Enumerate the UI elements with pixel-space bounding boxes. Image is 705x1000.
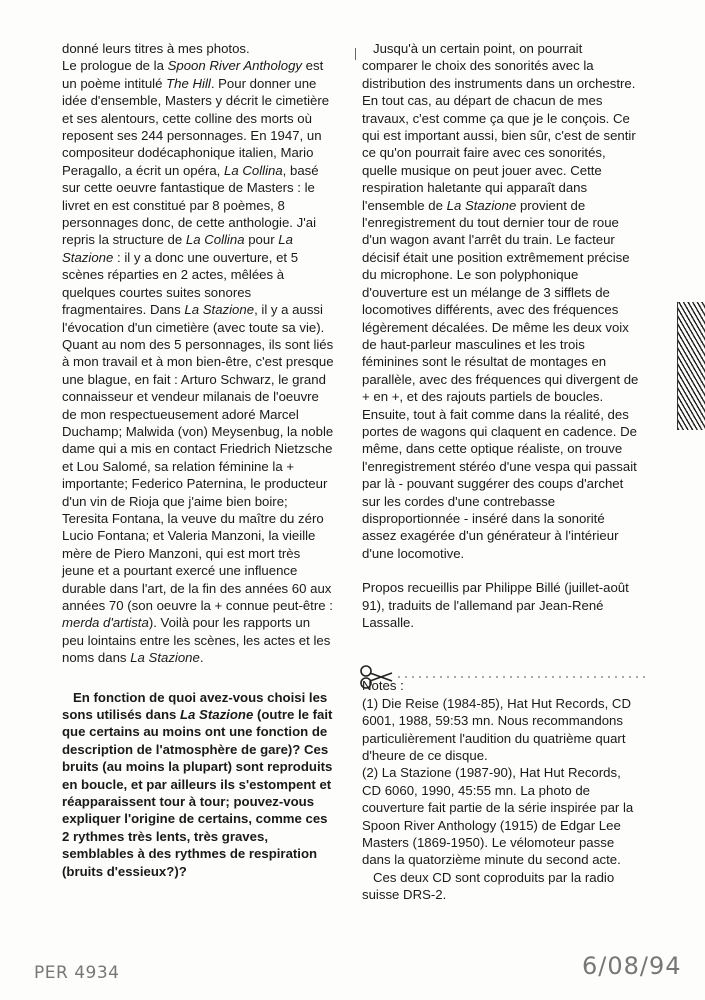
left-paragraph-3: Quant au nom des 5 personnages, ils sont liés à mon travail et à mon bien-être, c'est presque une blague, en fait : Arturo Schwarz, le grand connaisseur et vendeur milanais de l'oeuvre de mon respectueusement adoré Marcel Duchamp; Malwida (von) Meysenbug, la noble dame qui a mis en contact Friedrich Nietzsche et Lou Salomé, sa relation féminine la + importante; Federico Paternina, le producteur d'un vin de Rioja que j'aime bien boire; Teresita Fontana, la veuve du maître du zéro Lucio Fontana; et Valeria Manzoni, la vieille mère de Piero Manzoni, qui est mort très jeune et a pourtant exercé une influence durable dans l'art, de la fin des années 60 aux années 70 (son oeuvre la + connue peut-être : merda d'artista). Voilà pour les rapports un peu lointains entre les scènes, les actes et les noms dans La Stazione. xyxy=(62,336,334,666)
notes-title: Notes : xyxy=(362,678,404,694)
note-1: (1) Die Reise (1984-85), Hat Hut Records, CD 6001, 1988, 59:53 mn. Nous recommandons particulièrement l'audition du quatrième quart d'heure de ce disque. xyxy=(362,695,631,764)
left-column xyxy=(62,40,334,880)
note-3: Ces deux CD sont coproduits par la radio suisse DRS-2. xyxy=(362,869,615,903)
note-2: (2) La Stazione (1987-90), Hat Hut Records, CD 6060, 1990, 45:55 mn. La photo de couverture fait partie de la série inspirée par la Spoon River Anthology (1915) de Edgar Lee Masters (1869-1950). Le vélomoteur passe dans la quatorzième minute du second acte. xyxy=(362,765,634,868)
answer-paragraph: Jusqu'à un certain point, on pourrait comparer le choix des sonorités avec la distribution des instruments dans un orchestre. En tout cas, au départ de chacun de mes travaux, c'est comme ça que je le conçois. Ce qui est important aussi, bien sûr, c'est de sentir ce qu'on pourrait faire avec ces sonorités, quelle musique on peut jouer avec. Cette respiration haletante qui apparaît dans l'ensemble de La Stazione provient de l'enregistrement du tout dernier tour de roue d'un wagon avant l'arrêt du train. Le facteur décisif était une position extrêmement précise du microphone. Le son polyphonique d'ouverture est un mélange de 3 sifflets de locomotives différents, avec des fréquences légèrement décalées. De même les deux voix de haut-parleur masculines et les trois féminines sont le résultat de montages en parallèle, avec des fréquences qui divergent de + en +, et des rajouts partiels de boucles. Ensuite, tout à fait comme dans la réalité, des portes de wagons qui claquent en cadence. De même, dans cette optique réaliste, on trouve l'enregistrement stéréo d'une vespa qui passait par là - pouvant suggérer des coups d'archet sur les cordes d'une contrebasse disproportionnée - inséré dans la sonorité assez exagérée d'un générateur à l'intérieur d'une locomotive. xyxy=(362,41,639,561)
hatched-tab xyxy=(677,302,705,430)
column-mark xyxy=(355,48,356,60)
handwritten-date: 6/08/94 xyxy=(582,952,682,980)
left-paragraph-2: Le prologue de la Spoon River Anthology est un poème intitulé The Hill. Pour donner une idée d'ensemble, Masters y décrit le cimetière et ses alentours, cette colline des morts où reposent ses 244 personnages. En 1947, un compositeur dodécaphonique italien, Mario Peragallo, a écrit un opéra, La Collina, basé sur cette oeuvre fantastique de Masters : le livret en est constitué par 8 poèmes, 8 personnages donc, de cette anthologie. J'ai repris la structure de La Collina pour La Stazione : il y a donc une ouverture, et 5 scènes réparties en 2 actes, mêlées à quelques courtes suites sonores fragmentaires. Dans La Stazione, il y a aussi l'évocation d'un cimetière (avec toute sa vie). xyxy=(62,58,330,335)
scissors-icon xyxy=(358,664,648,690)
interview-question: En fonction de quoi avez-vous choisi les sons utilisés dans La Stazione (outre le fait que certains au moins ont une fonction de description de l'atmosphère de gare)? Ces bruits (au moins la plupart) sont reproduits en boucle, et par ailleurs ils s'estompent et réapparaissent tour à tour; pouvez-vous expliquer l'origine de certains, comme ces 2 rythmes très lents, très graves, semblables à des rythmes de respiration (bruits d'essieux?)? xyxy=(62,689,333,879)
credit-line: Propos recueillis par Philippe Billé (juillet-août 91), traduits de l'allemand par Jean-René Lassalle. xyxy=(362,580,629,630)
handwritten-reference: PER 4934 xyxy=(34,963,120,983)
right-column xyxy=(362,40,640,904)
left-paragraph-1: donné leurs titres à mes photos. xyxy=(62,41,250,56)
